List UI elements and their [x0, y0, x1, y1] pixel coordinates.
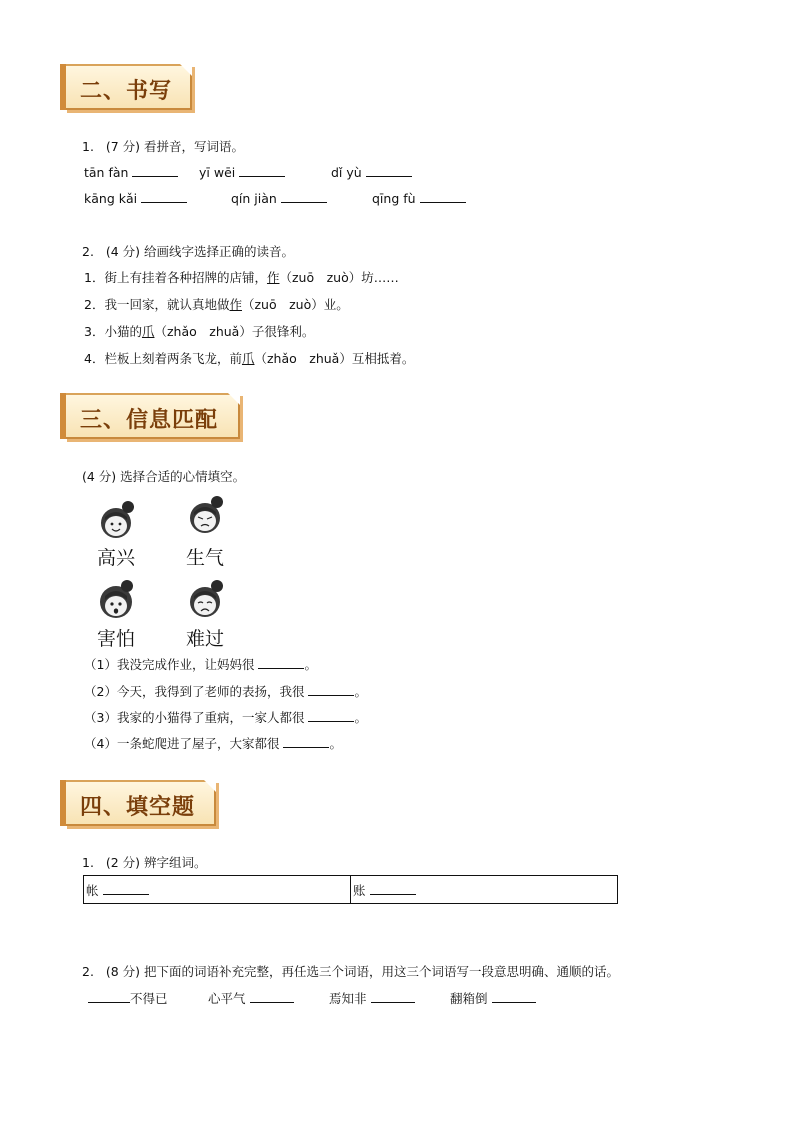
period: 。	[304, 657, 317, 672]
reading-item	[84, 322, 314, 340]
matching-item	[84, 655, 317, 673]
section-title: 四、填空题	[80, 795, 196, 820]
item-options: （zhǎo zhuǎ）子很锋利。	[154, 324, 315, 339]
matching-item	[84, 682, 367, 700]
mood-label-happy: 高兴	[97, 547, 136, 569]
scared-face-icon	[95, 578, 137, 622]
reading-item	[84, 295, 349, 313]
pinyin-row-1b	[199, 164, 285, 180]
word-table	[83, 875, 618, 904]
answer-blank[interactable]	[283, 735, 329, 748]
idiom-text: 翻箱倒	[450, 991, 488, 1006]
answer-blank[interactable]	[239, 164, 285, 177]
item-options: （zuō zuò）坊……	[279, 270, 399, 285]
table-cell	[84, 876, 351, 904]
pinyin-row-2b	[231, 190, 327, 206]
reading-item	[84, 349, 414, 367]
pinyin-item: dǐ yù	[331, 165, 362, 180]
underlined-char: 爪	[141, 324, 155, 339]
pinyin-item: qīng fù	[372, 191, 416, 206]
question-text: (7 分) 看拼音，写词语。	[105, 139, 245, 154]
mood-label-scared: 害怕	[97, 628, 136, 650]
idiom-text: 不得已	[130, 991, 168, 1006]
answer-blank[interactable]	[281, 190, 327, 203]
pinyin-item: qín jiàn	[231, 191, 277, 206]
question-text: (4 分) 给画线字选择正确的读音。	[105, 244, 295, 259]
section-title: 二、书写	[80, 79, 173, 104]
fill-question-1-prompt	[82, 853, 207, 871]
answer-blank[interactable]	[132, 164, 178, 177]
mood-label-angry: 生气	[186, 547, 225, 569]
matching-prompt: (4 分) 选择合适的心情填空。	[82, 469, 246, 484]
reading-item	[84, 268, 399, 286]
question-1-prompt	[82, 137, 244, 155]
mood-label-sad: 难过	[186, 628, 225, 650]
answer-blank[interactable]	[308, 709, 354, 722]
cell-char: 账	[353, 882, 366, 898]
answer-blank[interactable]	[141, 190, 187, 203]
idiom-item	[450, 989, 536, 1007]
pinyin-row-2a	[84, 190, 187, 206]
cell-char: 帐	[86, 882, 99, 898]
matching-item	[84, 708, 367, 726]
idiom-text: 心平气	[208, 991, 246, 1006]
pinyin-row-1	[84, 164, 178, 180]
item-text: 2．我一回家，就认真地做	[84, 297, 230, 312]
period: 。	[354, 684, 367, 699]
item-options: （zhǎo zhuǎ）互相抵着。	[254, 351, 415, 366]
table-cell	[351, 876, 618, 904]
underlined-char: 爪	[241, 351, 255, 366]
matching-item	[84, 734, 342, 752]
question-number: 1.	[82, 855, 94, 870]
underlined-char: 作	[266, 270, 280, 285]
item-text: （1）我没完成作业，让妈妈很	[84, 657, 255, 672]
answer-blank[interactable]	[88, 990, 130, 1003]
item-text: 1．街上有挂着各种招牌的店铺，	[84, 270, 267, 285]
pinyin-row-2c	[372, 190, 466, 206]
idiom-item	[88, 989, 168, 1007]
sad-face-icon	[184, 576, 226, 620]
section-title: 三、信息匹配	[80, 408, 219, 433]
answer-blank[interactable]	[103, 882, 149, 895]
section-header-fill	[64, 780, 216, 826]
question-text: (8 分) 把下面的词语补充完整，再任选三个词语，用这三个词语写一段意思明确、通顺的话。	[105, 964, 620, 979]
answer-blank[interactable]	[258, 656, 304, 669]
answer-blank[interactable]	[250, 990, 294, 1003]
answer-blank[interactable]	[371, 990, 415, 1003]
question-text: (2 分) 辨字组词。	[105, 855, 207, 870]
item-text: 4．栏板上刻着两条飞龙，前	[84, 351, 242, 366]
fill-question-2-prompt	[82, 962, 619, 980]
answer-blank[interactable]	[308, 683, 354, 696]
pinyin-item: yī wēi	[199, 165, 236, 180]
section-header-matching	[64, 393, 240, 439]
item-text: （2）今天，我得到了老师的表扬，我很	[84, 684, 305, 699]
angry-face-icon	[184, 492, 226, 536]
happy-face-icon	[95, 497, 137, 541]
idiom-item	[208, 989, 294, 1007]
item-text: （3）我家的小猫得了重病，一家人都很	[84, 710, 305, 725]
answer-blank[interactable]	[366, 164, 412, 177]
item-options: （zuō zuò）业。	[241, 297, 349, 312]
idiom-item	[329, 989, 415, 1007]
period: 。	[329, 736, 342, 751]
item-text: 3．小猫的	[84, 324, 142, 339]
idiom-text: 焉知非	[329, 991, 367, 1006]
section-header-writing	[64, 64, 192, 110]
answer-blank[interactable]	[420, 190, 466, 203]
question-2-prompt	[82, 242, 294, 260]
item-text: （4）一条蛇爬进了屋子，大家都很	[84, 736, 280, 751]
pinyin-item: kāng kǎi	[84, 191, 138, 206]
question-number: 2.	[82, 244, 94, 259]
period: 。	[354, 710, 367, 725]
question-number: 2.	[82, 964, 94, 979]
pinyin-row-1c	[331, 164, 412, 180]
answer-blank[interactable]	[492, 990, 536, 1003]
answer-blank[interactable]	[370, 882, 416, 895]
pinyin-item: tān fàn	[84, 165, 129, 180]
question-number: 1.	[82, 139, 94, 154]
underlined-char: 作	[229, 297, 242, 312]
